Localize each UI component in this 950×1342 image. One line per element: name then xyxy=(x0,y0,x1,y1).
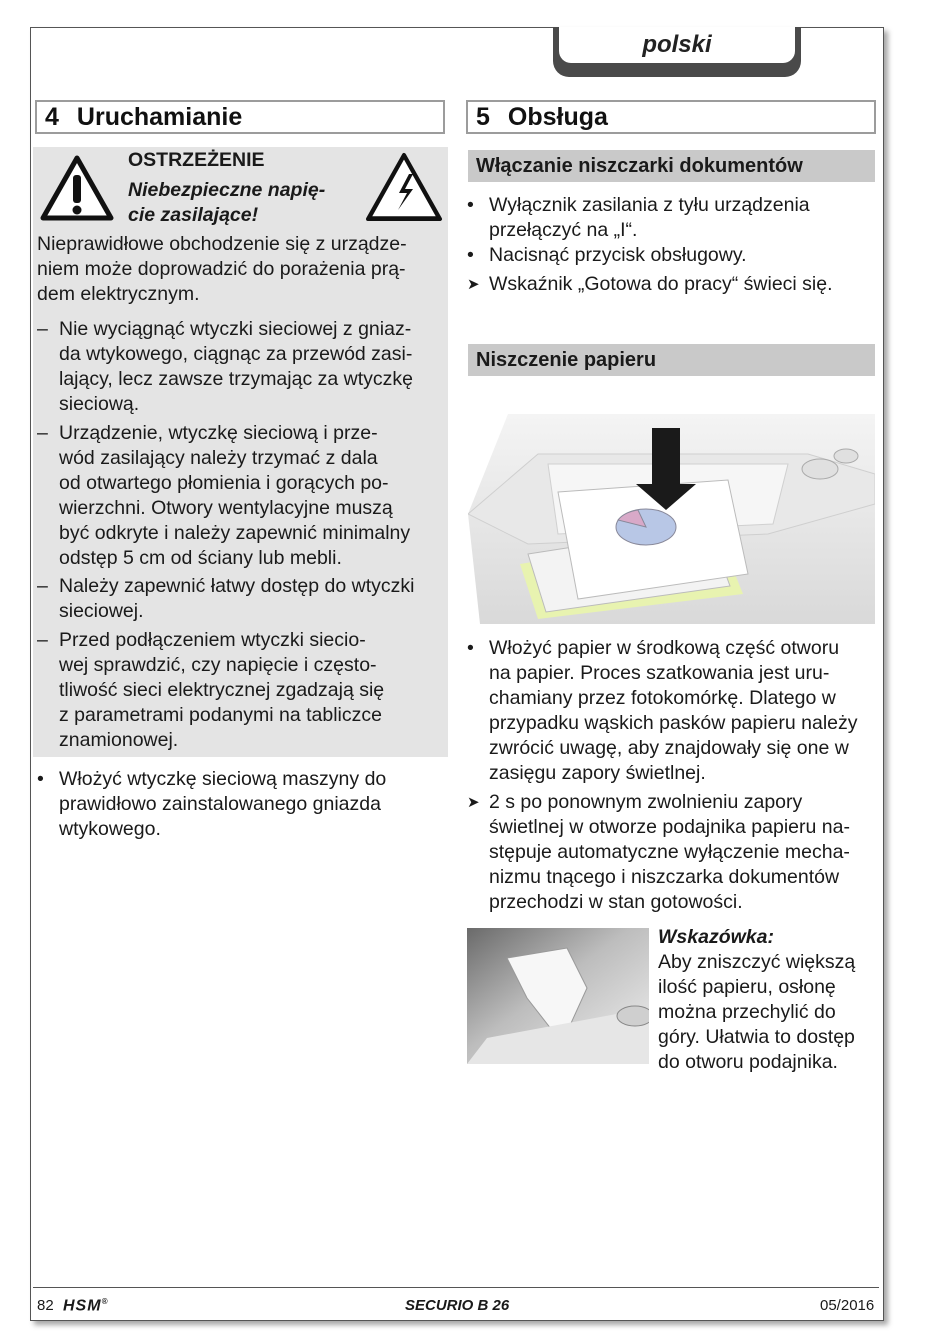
section-title: Uruchamianie xyxy=(76,102,243,131)
warning-label: OSTRZEŻENIE xyxy=(128,149,265,171)
dash-marker: – xyxy=(37,629,48,651)
model-name: SECURIO B 26 xyxy=(405,1297,510,1314)
brand-registered-mark: ® xyxy=(101,1297,109,1306)
arrow-marker: ➤ xyxy=(467,794,480,811)
section-number: 5 xyxy=(476,102,490,131)
text-line: być odkryte i należy zapewnić minimalny xyxy=(59,522,411,544)
arrow-marker: ➤ xyxy=(467,276,480,293)
section-4-header xyxy=(35,100,445,134)
text-line: z parametrami podanymi na tabliczce xyxy=(59,704,382,726)
text-line: chamiany przez fotokomórkę. Dlatego w xyxy=(489,687,836,709)
section-number: 4 xyxy=(45,102,59,131)
text-line: lający, lecz zawsze trzymając za wtyczkę xyxy=(59,368,413,390)
text-line: przełączyć na „I“. xyxy=(489,219,638,241)
text-line: nizmu tnącego i niszczarka dokumentów xyxy=(489,866,840,888)
bullet-marker: • xyxy=(467,637,474,659)
section-5-header xyxy=(466,100,876,134)
text-line: na papier. Proces szatkowania jest uru- xyxy=(489,662,830,684)
text-line: Przed podłączeniem wtyczki siecio- xyxy=(59,629,366,651)
language-label: polski xyxy=(559,27,795,63)
warning-intro xyxy=(37,232,407,307)
text-line: Nacisnąć przycisk obsługowy. xyxy=(489,244,747,266)
text-line: Wskaźnik „Gotowa do pracy“ świeci się. xyxy=(489,273,833,295)
dash-marker: – xyxy=(37,422,48,444)
text-line: stępuje automatyczne wyłączenie mecha- xyxy=(489,841,850,863)
text-line: przechodzi w stan gotowości. xyxy=(489,891,743,913)
bullet-marker: • xyxy=(37,768,44,790)
subsection-header-shredding: Niszczenie papieru xyxy=(468,344,875,376)
text-line: prawidłowo zainstalowanego gniazda xyxy=(59,793,381,815)
text-line: 2 s po ponownym zwolnieniu zapory xyxy=(489,791,803,813)
brand-name: HSM xyxy=(63,1297,102,1315)
text-line: przypadku wąskich pasków papieru należy xyxy=(489,712,858,734)
brand-logo xyxy=(63,1297,108,1315)
text-line: Aby zniszczyć większą xyxy=(658,951,856,973)
text-line: zwrócić uwagę, aby znajdowały się one w xyxy=(489,737,849,759)
text-line: góry. Ułatwia to dostęp xyxy=(658,1026,855,1048)
dash-marker: – xyxy=(37,318,48,340)
text-line: Nie wyciągnąć wtyczki sieciowej z gniaz- xyxy=(59,318,412,340)
text-line: odstęp 5 cm od ściany lub mebli. xyxy=(59,547,342,569)
shredder-insert-paper-image xyxy=(468,414,875,624)
page-number: 82 xyxy=(37,1297,54,1314)
high-voltage-icon xyxy=(365,152,443,222)
text-line: wtykowego. xyxy=(59,818,161,840)
text-line: od otwartego płomienia i gorących po- xyxy=(59,472,389,494)
subsection-header-switch-on: Włączanie niszczarki dokumentów xyxy=(468,150,875,182)
dash-marker: – xyxy=(37,575,48,597)
warning-triangle-icon xyxy=(40,155,114,221)
warning-subtitle-line: Niebezpieczne napię- xyxy=(128,179,326,201)
text-line: niem może doprowadzić do porażenia prą- xyxy=(37,258,406,280)
text-line: wej sprawdzić, czy napięcie i często- xyxy=(59,654,377,676)
shredder-cover-tilt-image xyxy=(467,928,649,1064)
text-line: zasięgu zapory świetlnej. xyxy=(489,762,706,784)
footer-divider xyxy=(33,1287,879,1288)
text-line: tliwość sieci elektrycznej zgadzają się xyxy=(59,679,385,701)
text-line: świetlnej w otworze podajnika papieru na- xyxy=(489,816,850,838)
text-line: znamionowej. xyxy=(59,729,179,751)
section-title: Obsługa xyxy=(507,102,608,131)
warning-subtitle-line: cie zasilające! xyxy=(128,204,259,226)
text-line: Włożyć wtyczkę sieciową maszyny do xyxy=(59,768,387,790)
text-line: do otworu podajnika. xyxy=(658,1051,838,1073)
text-line: można przechylić do xyxy=(658,1001,836,1023)
text-line: Należy zapewnić łatwy dostęp do wtyczki xyxy=(59,575,415,597)
note-title: Wskazówka: xyxy=(658,926,774,948)
text-line: Włożyć papier w środkową część otworu xyxy=(489,637,840,659)
text-line: Urządzenie, wtyczkę sieciową i prze- xyxy=(59,422,378,444)
text-line: ilość papieru, osłonę xyxy=(658,976,836,998)
text-line: dem elektrycznym. xyxy=(37,283,200,305)
text-line: da wtykowego, ciągnąc za przewód zasi- xyxy=(59,343,413,365)
text-line: wierzchni. Otwory wentylacyjne muszą xyxy=(59,497,393,519)
text-line: Nieprawidłowe obchodzenie się z urządze- xyxy=(37,233,407,255)
text-line: sieciową. xyxy=(59,393,140,415)
text-line: wód zasilający należy trzymać z dala xyxy=(59,447,378,469)
bullet-marker: • xyxy=(467,244,474,266)
text-line: sieciowej. xyxy=(59,600,144,622)
note-body xyxy=(658,950,855,1075)
edition-date: 05/2016 xyxy=(820,1297,875,1314)
text-line: Wyłącznik zasilania z tyłu urządzenia xyxy=(489,194,810,216)
bullet-marker: • xyxy=(467,194,474,216)
